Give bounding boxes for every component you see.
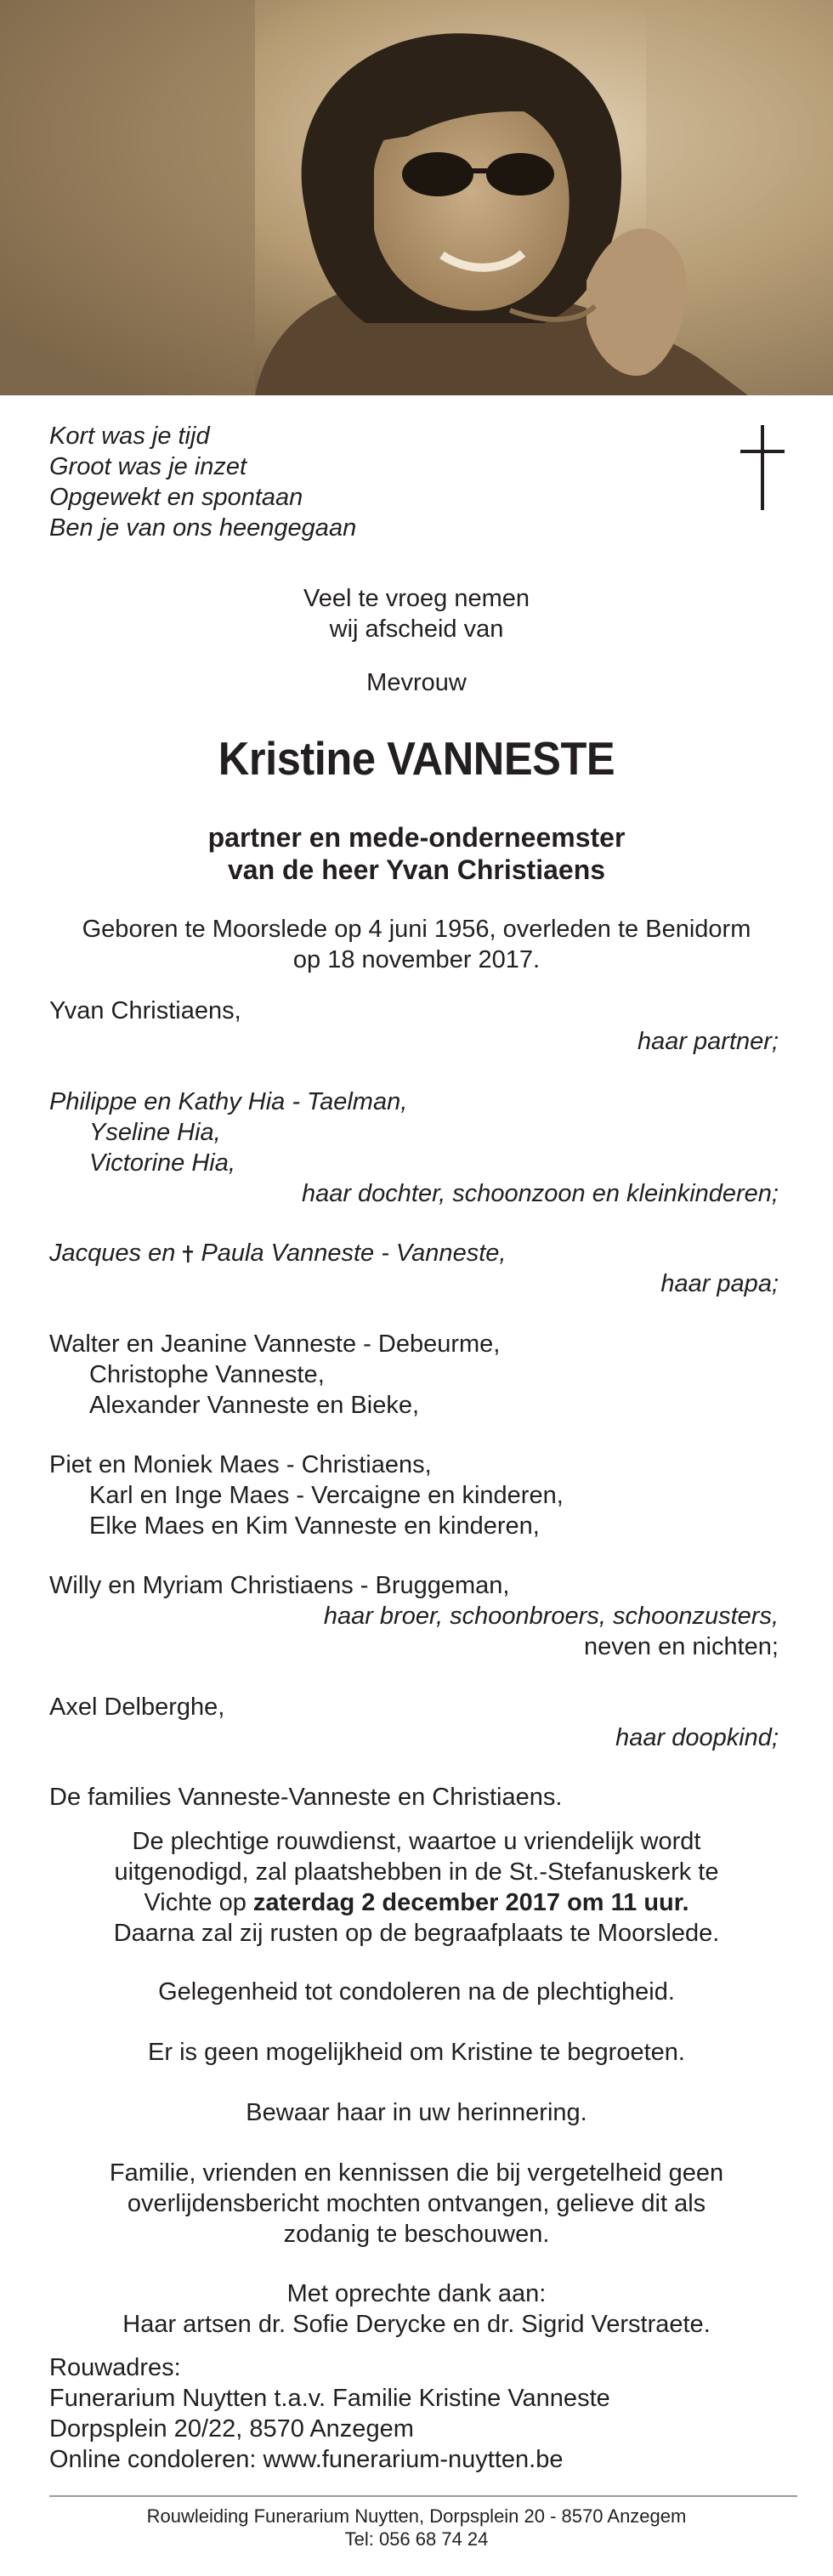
family-member: Willy en Myriam Christiaens - Bruggeman, <box>49 1572 510 1599</box>
family-role: neven en nichten; <box>584 1633 779 1660</box>
address-line: Dorpsplein 20/22, 8570 Anzegem <box>49 2415 414 2443</box>
family-member <box>49 1238 506 1268</box>
poem-line: Opgewekt en spontaan <box>49 484 303 511</box>
cross-icon <box>737 425 788 510</box>
partner-line <box>42 821 790 886</box>
notice-text <box>42 2158 790 2250</box>
family-member-text: Jacques en <box>49 1240 183 1267</box>
notice-line: zodanig te beschouwen. <box>283 2221 550 2248</box>
footer <box>42 2505 790 2550</box>
family-member: Elke Maes en Kim Vanneste en kinderen, <box>89 1512 540 1540</box>
family-member: Philippe en Kathy Hia - Taelman, <box>49 1088 408 1115</box>
poem-line: Groot was je inzet <box>49 453 247 480</box>
intro-text <box>42 583 790 644</box>
family-member: Christophe Vanneste, <box>89 1361 325 1388</box>
family-member: Yvan Christiaens, <box>49 997 241 1024</box>
family-role: haar broer, schoonbroers, schoonzusters, <box>323 1603 779 1630</box>
family-role: haar dochter, schoonzoon en kleinkinderen; <box>301 1180 779 1207</box>
service-line: uitgenodigd, zal plaatshebben in de St.-Stefanuskerk te <box>114 1858 719 1886</box>
birth-line: op 18 november 2017. <box>292 946 541 973</box>
online-condolence-link[interactable]: Online condoleren: www.funerarium-nuytten.be <box>49 2446 564 2473</box>
service-line-text: Vichte op <box>144 1889 253 1916</box>
service-date: zaterdag 2 december 2017 om 11 uur. <box>252 1889 689 1916</box>
families-line: De families Vanneste-Vanneste en Christiaens. <box>49 1784 563 1811</box>
service-line: De plechtige rouwdienst, waartoe u vriendelijk wordt <box>132 1828 701 1855</box>
family-member: Karl en Inge Maes - Vercaigne en kinderen, <box>89 1482 564 1509</box>
portrait-photo <box>0 0 833 395</box>
family-role: haar partner; <box>637 1028 779 1055</box>
no-viewing-line: Er is geen mogelijkheid om Kristine te begroeten. <box>148 2039 685 2066</box>
honorific: Mevrouw <box>366 669 467 696</box>
thanks-text <box>42 2278 790 2340</box>
family-member: Axel Delberghe, <box>49 1694 225 1721</box>
poem-line: Kort was je tijd <box>49 423 210 450</box>
poem <box>49 421 356 543</box>
family-member: Walter en Jeanine Vanneste - Debeurme, <box>49 1331 501 1358</box>
footer-divider <box>49 2495 797 2497</box>
remember-line: Bewaar haar in uw herinnering. <box>246 2099 587 2126</box>
partner-line-text: van de heer Yvan Christiaens <box>227 854 606 885</box>
family-member: Victorine Hia, <box>89 1149 235 1177</box>
address-line: Funerarium Nuytten t.a.v. Familie Kristine Vanneste <box>49 2385 610 2412</box>
footer-line: Tel: 056 68 74 24 <box>344 2528 489 2550</box>
partner-line-text: partner en mede-onderneemster <box>207 822 626 853</box>
birth-death-line <box>42 914 790 975</box>
footer-line: Rouwleiding Funerarium Nuytten, Dorpsplein 20 - 8570 Anzegem <box>146 2505 687 2527</box>
family-member: Alexander Vanneste en Bieke, <box>89 1392 420 1419</box>
family-member: Piet en Moniek Maes - Christiaens, <box>49 1451 432 1478</box>
notice-line: Familie, vrienden en kennissen die bij vergetelheid geen <box>109 2159 724 2187</box>
birth-line: Geboren te Moorslede op 4 juni 1956, overleden te Benidorm <box>82 916 751 943</box>
deceased-name: Kristine VANNESTE <box>218 732 615 785</box>
address-label: Rouwadres: <box>49 2354 181 2381</box>
condolence-line: Gelegenheid tot condoleren na de plechtigheid. <box>158 1978 675 2006</box>
small-cross-icon <box>182 1244 194 1262</box>
thanks-line: Haar artsen dr. Sofie Derycke en dr. Sigrid Verstraete. <box>122 2311 711 2338</box>
intro-line: Veel te vroeg nemen <box>303 585 530 612</box>
thanks-line: Met oprechte dank aan: <box>286 2280 547 2307</box>
intro-line: wij afscheid van <box>329 616 504 643</box>
family-role: haar doopkind; <box>615 1724 779 1751</box>
portrait-illustration <box>0 0 833 395</box>
family-role: haar papa; <box>660 1270 779 1297</box>
poem-line: Ben je van ons heengegaan <box>49 514 357 542</box>
notice-line: overlijdensbericht mochten ontvangen, gelieve dit als <box>127 2190 706 2217</box>
family-member: Yseline Hia, <box>89 1119 221 1146</box>
family-member-text: Paula Vanneste - Vanneste, <box>194 1240 507 1267</box>
service-details <box>42 1826 790 1949</box>
service-line: Daarna zal zij rusten op de begraafplaats te Moorslede. <box>113 1920 720 1947</box>
service-line <box>42 1887 790 1918</box>
